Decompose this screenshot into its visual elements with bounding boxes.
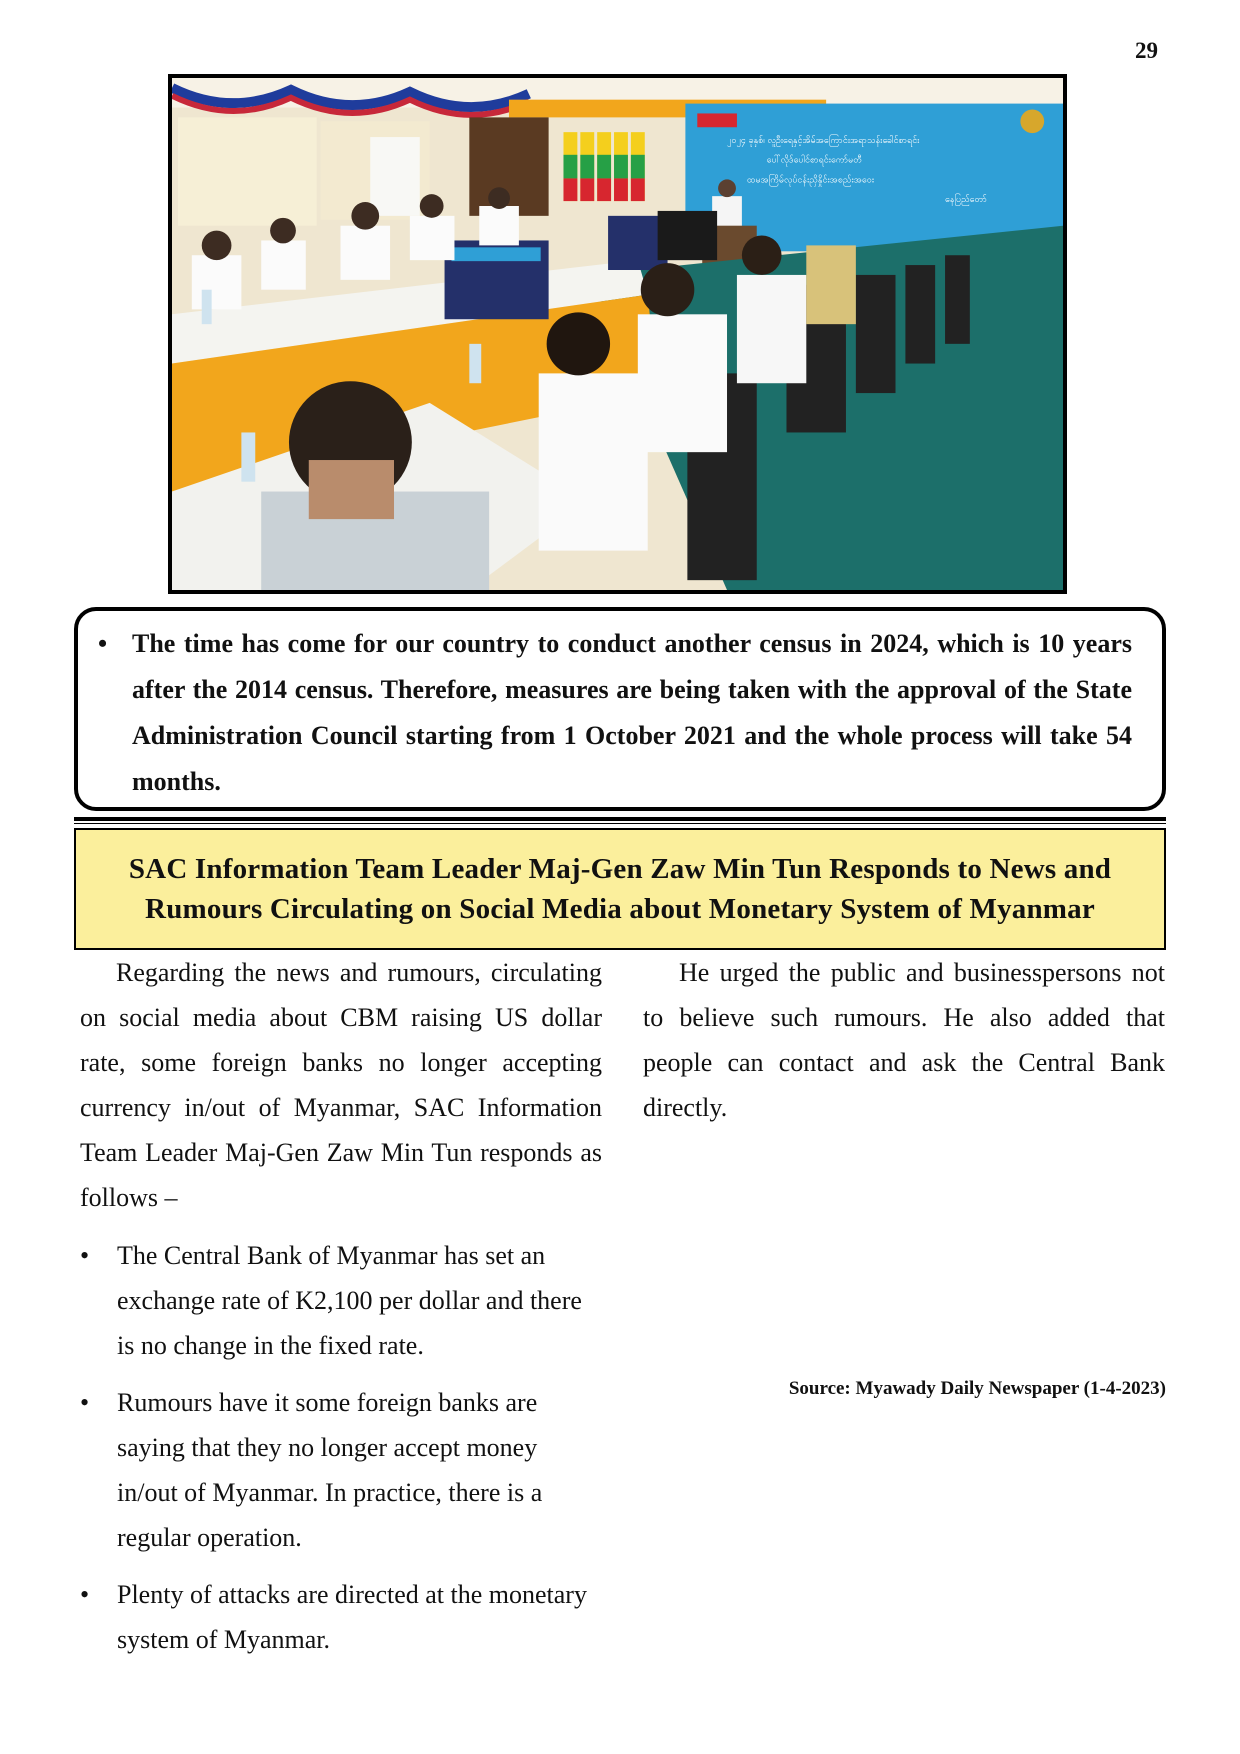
banner-line-4: နေပြည်တော် bbox=[945, 195, 987, 206]
intro-paragraph: Regarding the news and rumours, circulating on social media about CBM raising US dollar rate, some foreign banks no longer accepting currency in/out of Myanmar, SAC Information Team Leader Maj-Gen Zaw Min Tun responds as follows – bbox=[80, 958, 602, 1212]
headline-line-2: Rumours Circulating on Social Media about Monetary System of Myanmar bbox=[145, 893, 1095, 925]
banner-line-1: ၂၀၂၄ ခုနှစ်၊ လူဦးရေနှင့်အိမ်အကြောင်းအရာသန်းခေါင်စာရင်း bbox=[727, 136, 920, 146]
bullet-icon: • bbox=[80, 1580, 90, 1609]
bullet-icon: • bbox=[80, 1241, 90, 1270]
list-item bbox=[80, 1233, 602, 1368]
left-column bbox=[80, 950, 602, 1674]
page-number: 29 bbox=[1135, 38, 1158, 63]
article-headline-box bbox=[74, 828, 1166, 950]
bullet-icon: • bbox=[98, 629, 108, 658]
source-citation: Source: Myawady Daily Newspaper (1-4-2023) bbox=[788, 1378, 1166, 1399]
divider-thick bbox=[74, 817, 1166, 821]
bullet-icon: • bbox=[80, 1388, 90, 1417]
list-item bbox=[80, 1572, 602, 1662]
banner-line-3: ထမအကြိမ်လုပ်ငန်းညှိနှိုင်းအစည်းအဝေး bbox=[746, 175, 874, 186]
divider-thin bbox=[74, 823, 1166, 824]
article-headline bbox=[129, 849, 1111, 929]
meeting-photo bbox=[168, 74, 1067, 594]
bullet-list bbox=[80, 1233, 602, 1662]
banner-line-2: ပေါ်လိုဒ်ပေါင်စာရင်းကော်မတီ bbox=[766, 155, 862, 166]
list-item-text: Plenty of attacks are directed at the monetary system of Myanmar. bbox=[117, 1580, 587, 1654]
list-item-text: Rumours have it some foreign banks are saying that they no longer accept money in/out of Myanmar. In practice, there is a regular operation. bbox=[117, 1388, 543, 1552]
meeting-photo-illustration bbox=[172, 78, 1063, 590]
list-item bbox=[80, 1380, 602, 1560]
right-paragraph: He urged the public and businesspersons not to believe such rumours. He also added that people can contact and ask the Central Bank directly. bbox=[643, 958, 1165, 1122]
list-item-text: The Central Bank of Myanmar has set an exchange rate of K2,100 per dollar and there is no change in the fixed rate. bbox=[117, 1241, 582, 1360]
callout-text: The time has come for our country to conduct another census in 2024, which is 10 years after the 2014 census. Therefore, measures are being taken with the approval of the State Administration Council starting from 1 October 2021 and the whole process will take 54 months. bbox=[132, 629, 1132, 796]
headline-line-1: SAC Information Team Leader Maj-Gen Zaw Min Tun Responds to News and bbox=[128, 853, 1112, 885]
right-column bbox=[643, 950, 1165, 1130]
census-callout-box bbox=[74, 607, 1166, 811]
